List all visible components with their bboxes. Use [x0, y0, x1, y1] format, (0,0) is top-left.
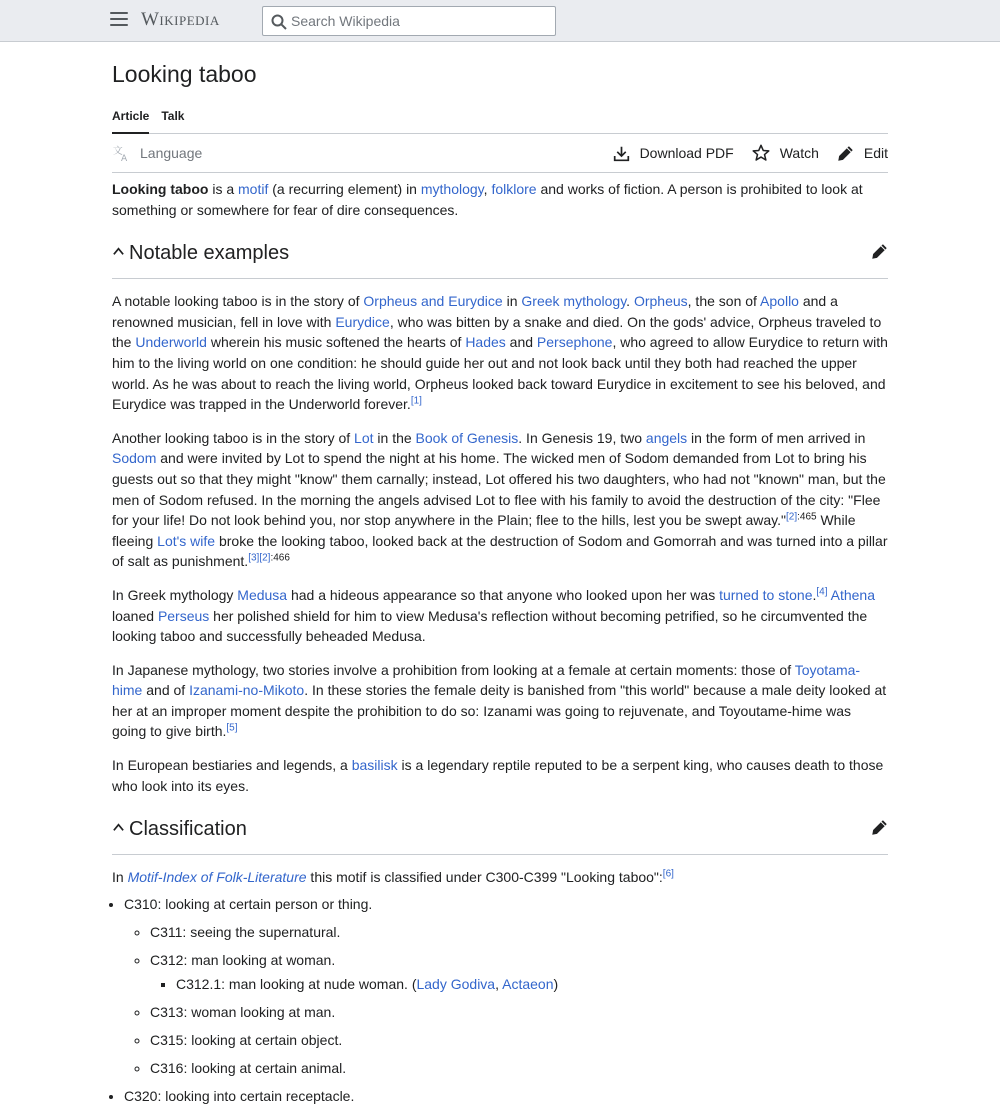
link-greek-mythology[interactable]: Greek mythology	[521, 293, 627, 310]
list-item	[150, 1030, 888, 1050]
wikipedia-wordmark[interactable]: Wikipedia	[141, 9, 220, 30]
text: Another looking taboo is in the story of	[112, 429, 355, 446]
text: and of	[142, 682, 190, 699]
link-basilisk[interactable]: basilisk	[351, 757, 398, 774]
chevron-up-icon[interactable]	[112, 821, 125, 834]
link-perseus[interactable]: Perseus	[157, 607, 210, 624]
list-item	[150, 1002, 888, 1022]
text: In	[112, 869, 128, 886]
paragraph-basilisk	[112, 755, 888, 796]
svg-text:A: A	[121, 154, 128, 162]
text: broke the looking taboo, looked back at the destruction of Sodom and Gomorrah and was turned into a pillar of salt as punishment.	[112, 532, 888, 570]
language-label: Language	[140, 145, 203, 161]
edit-label: Edit	[863, 145, 888, 161]
text: .	[626, 293, 634, 310]
link-motif-index[interactable]: Motif-Index of Folk-Literature	[127, 869, 307, 886]
text: . In Genesis 19, two	[518, 429, 646, 446]
toolbar-actions	[613, 134, 888, 172]
link-lot[interactable]: Lot	[354, 429, 374, 446]
text: wherein his music softened the hearts of	[206, 334, 466, 351]
section-edit-icon[interactable]	[871, 819, 888, 836]
link-eurydice[interactable]: Eurydice	[335, 313, 390, 330]
link-medusa[interactable]: Medusa	[237, 586, 288, 603]
watch-label: Watch	[779, 145, 819, 161]
list-item-text: C320: looking into certain receptacle.	[124, 1087, 355, 1104]
text: ,	[495, 975, 503, 992]
top-header	[0, 0, 1000, 42]
language-button[interactable]	[112, 144, 202, 162]
pencil-icon	[837, 145, 854, 162]
text: In Greek mythology	[112, 586, 238, 603]
text: her polished shield for him to view Medusa's reflection without becoming petrified, so he circumvented the looking taboo and successfully beheaded Medusa.	[112, 607, 868, 645]
paragraph-lot	[112, 428, 888, 572]
link-folklore[interactable]: folklore	[491, 181, 537, 197]
link-book-of-genesis[interactable]: Book of Genesis	[415, 429, 519, 446]
list-item-text: C316: looking at certain animal.	[150, 1059, 347, 1076]
ref-2[interactable]: [2]	[785, 511, 798, 523]
download-icon	[613, 145, 630, 162]
page-title: Looking taboo	[112, 61, 257, 87]
search-input[interactable]	[289, 12, 549, 30]
text: , who was bitten by a snake and died. On the gods' advice, Orpheus traveled to the	[112, 313, 882, 351]
chevron-up-icon[interactable]	[112, 245, 125, 258]
edit-button[interactable]	[837, 145, 888, 162]
ref-5[interactable]: [5]	[226, 722, 238, 734]
list-item	[150, 950, 888, 994]
text: this motif is classified under C300-C399 "Looking taboo":	[306, 869, 663, 886]
text: . In these stories the female deity is banished from "this world" because a male deity looked at her at an improper moment despite the prohibition to do so: Izanami was going to rejuvenate, and Toyoutame-hime was going to give birth.	[112, 682, 887, 740]
watch-button[interactable]	[752, 144, 819, 162]
text: loaned	[112, 607, 158, 624]
ref-3[interactable]: [3]	[248, 552, 260, 564]
text: .	[812, 586, 817, 603]
page-tabs	[112, 100, 888, 134]
link-lots-wife[interactable]: Lot's wife	[157, 532, 216, 549]
section-heading-classification	[112, 809, 888, 855]
link-hades[interactable]: Hades	[465, 334, 506, 351]
text: A notable looking taboo is in the story of	[112, 293, 364, 310]
text: and works of fiction. A person is prohibited to look at something or somewhere for fear of dire consequences.	[112, 181, 863, 218]
page-toolbar	[112, 134, 888, 173]
section-heading-notable	[112, 233, 888, 279]
text: is a legendary reptile reputed to be a serpent king, who causes death to those who look into its eyes.	[112, 757, 884, 794]
link-apollo[interactable]: Apollo	[760, 293, 799, 310]
list-item	[150, 1058, 888, 1078]
text: and	[505, 334, 537, 351]
ref-page: :465	[797, 511, 817, 523]
link-angels[interactable]: angels	[645, 429, 688, 446]
link-izanami[interactable]: Izanami-no-Mikoto	[189, 682, 305, 699]
paragraph-motif-index	[112, 867, 888, 888]
ref-page: :466	[270, 552, 290, 564]
svg-text:文: 文	[112, 145, 123, 157]
lead-paragraph	[112, 179, 888, 220]
list-item-text: C310: looking at certain person or thing.	[124, 895, 373, 912]
list-item-text: C313: woman looking at man.	[150, 1003, 336, 1020]
text: In Japanese mythology, two stories involve a prohibition from looking at a female at certain moments: those of	[112, 661, 795, 678]
text: in the	[373, 429, 416, 446]
text: and a renowned musician, fell in love with	[112, 293, 838, 330]
tab-article[interactable]: Article	[112, 100, 149, 134]
list-item	[176, 974, 888, 994]
link-toyotama-hime[interactable]: Toyotama-hime	[112, 661, 861, 699]
ref-1[interactable]: [1]	[410, 395, 422, 407]
download-pdf-button[interactable]	[613, 145, 734, 162]
search-box[interactable]	[262, 6, 556, 36]
link-motif[interactable]: motif	[238, 181, 269, 197]
link-turned-to-stone[interactable]: turned to stone	[719, 586, 813, 603]
list-item-text: C312: man looking at woman.	[150, 951, 336, 968]
text: , who agreed to allow Eurydice to return with him to the living world on one condition: he should guide her out and not look back until they both had reached the upper world. As he was about to reach the living world, Orpheus looked back toward Eurydice in excitement to see his beloved, and Eurydice was trapped in the Underworld forever.	[112, 334, 888, 413]
text: , the son of	[687, 293, 761, 310]
section-title-notable: Notable examples	[129, 242, 290, 265]
list-item	[124, 894, 888, 1078]
link-sodom[interactable]: Sodom	[112, 450, 157, 467]
list-item-text: C315: looking at certain object.	[150, 1031, 343, 1048]
list-item-text: C311: seeing the supernatural.	[150, 923, 341, 940]
main-content	[112, 42, 888, 1114]
ref-2b[interactable]: [2]	[259, 552, 271, 564]
link-athena[interactable]: Athena	[830, 586, 875, 603]
text: )	[553, 975, 559, 992]
link-mythology[interactable]: mythology	[420, 181, 484, 197]
language-icon	[112, 144, 130, 162]
link-underworld[interactable]: Underworld	[135, 334, 207, 351]
ref-4[interactable]: [4]	[816, 586, 828, 598]
text: ,	[483, 181, 492, 197]
text: in	[502, 293, 522, 310]
paragraph-orpheus	[112, 291, 888, 415]
download-pdf-label: Download PDF	[639, 145, 734, 161]
paragraph-medusa	[112, 585, 888, 647]
text: in the form of men arrived in	[687, 429, 866, 446]
search-icon	[271, 14, 287, 30]
list-item	[124, 1086, 888, 1106]
link-orpheus-eurydice[interactable]: Orpheus and Eurydice	[363, 293, 503, 310]
text: (a recurring element) in	[268, 181, 421, 197]
text: In European bestiaries and legends, a	[112, 757, 352, 774]
star-icon	[752, 144, 770, 162]
bold-title: Looking taboo	[112, 181, 209, 197]
section-edit-icon[interactable]	[871, 243, 888, 260]
section-title-classification: Classification	[129, 818, 247, 841]
link-lady-godiva[interactable]: Lady Godiva	[416, 975, 496, 992]
paragraph-japanese	[112, 660, 888, 742]
text: While fleeing	[112, 512, 856, 549]
list-item	[150, 922, 888, 942]
tab-talk[interactable]: Talk	[161, 109, 185, 123]
text: had a hideous appearance so that anyone who looked upon her was	[287, 586, 720, 603]
link-orpheus[interactable]: Orpheus	[633, 293, 688, 310]
text: is a	[208, 181, 239, 197]
list-item-text: C312.1: man looking at nude woman. (	[176, 975, 417, 992]
text: and were invited by Lot to spend the night at his home. The wicked men of Sodom demanded from Lot to bring his guests out so that they might "know" them carnally; instead, Lot offered his two daughters, who had not "known" man, but the men of Sodom refused. In the morning the angels advised Lot to flee with his family to avoid the destruction of the city: "Flee for your life! Do not look behind you, nor stop anywhere in the Plain; flee to the hills, lest you be swept away."	[112, 450, 886, 529]
ref-6[interactable]: [6]	[662, 868, 674, 880]
link-actaeon[interactable]: Actaeon	[502, 975, 554, 992]
link-persephone[interactable]: Persephone	[536, 334, 613, 351]
main-menu-icon[interactable]	[110, 12, 128, 28]
